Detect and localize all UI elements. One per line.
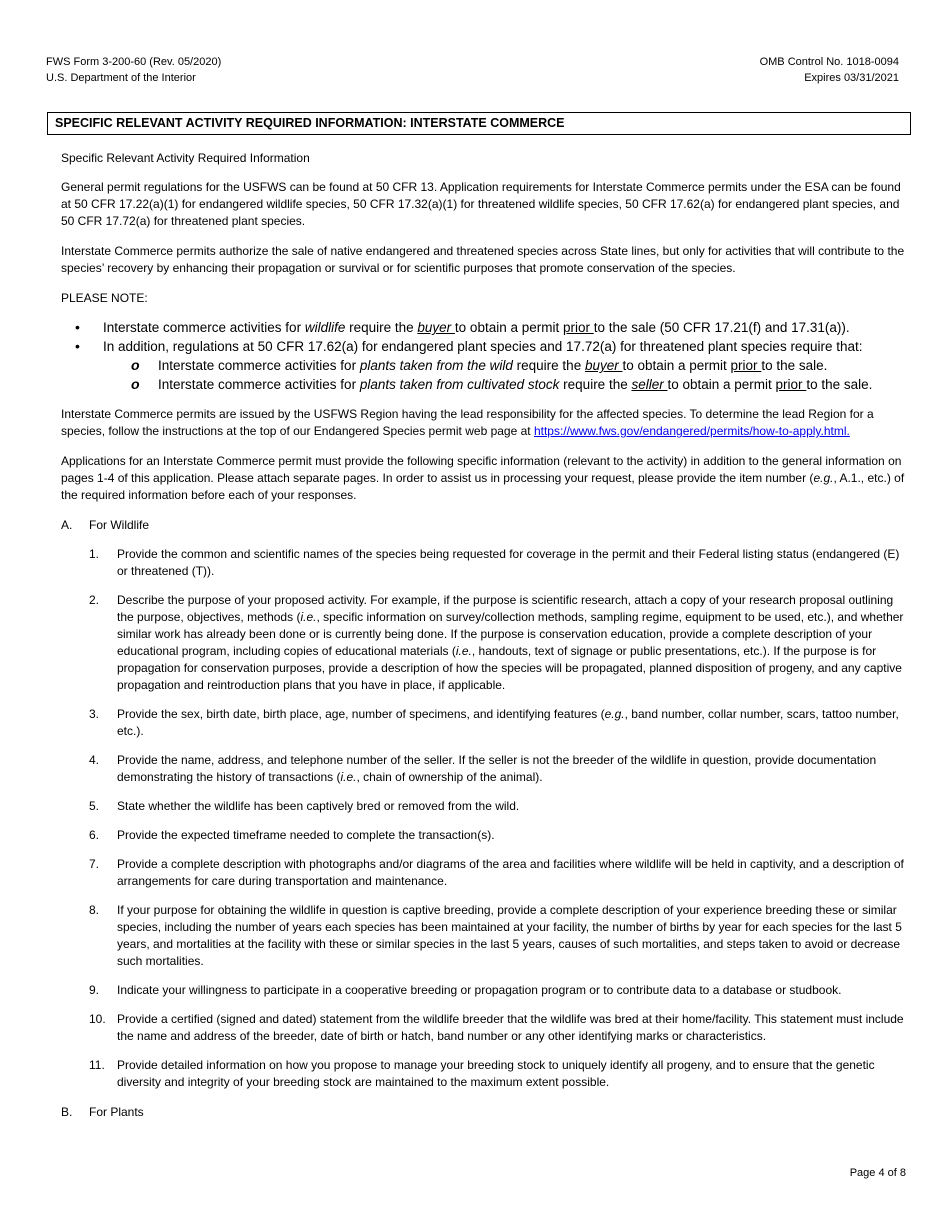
please-note: PLEASE NOTE: xyxy=(61,291,148,305)
omb-control: OMB Control No. 1018-0094 xyxy=(759,56,899,68)
bullet-icon: • xyxy=(75,319,80,335)
sub-bullet-icon: o xyxy=(131,357,140,373)
list-item: 11. Provide detailed information on how you propose to manage your breeding stock to uniquely identify all progeny, and to ensure that the genetic diversity and integrity of your breeding stock are maintained to the maximum extent possible. xyxy=(89,1058,875,1089)
subtitle: Specific Relevant Activity Required Information xyxy=(61,151,310,165)
sub-bullet-icon: o xyxy=(131,376,140,392)
section-a-heading: A. For Wildlife xyxy=(61,518,150,532)
bullet-plants: • In addition, regulations at 50 CFR 17.62(a) for endangered plant species and 17.72(a) for threatened plant species require that: xyxy=(75,338,863,354)
list-item: 10. Provide a certified (signed and dated) statement from the wildlife breeder that the wildlife was bred at their home/facility. This statement must include the name and address of the breeder, date of birth or hatch, band number or any other identifying marks or characteristics. xyxy=(89,1012,904,1043)
expiration-date: Expires 03/31/2021 xyxy=(804,72,899,84)
header-left xyxy=(46,54,221,86)
bullet-wildlife: • Interstate commerce activities for wildlife require the buyer to obtain a permit prior to the sale (50 CFR 17.21(f) and 17.31(a)). xyxy=(75,319,850,335)
list-item: 7. Provide a complete description with photographs and/or diagrams of the area and facilities where wildlife will be held in captivity, and a description of arrangements for care during transportation and maintenance. xyxy=(89,857,904,888)
list-item: 4. Provide the name, address, and telephone number of the seller. If the seller is not the breeder of the wildlife in question, provide documentation demonstrating the history of transactions (i.e., chain of ownership of the animal). xyxy=(89,753,877,784)
department: U.S. Department of the Interior xyxy=(46,72,196,84)
form-id: FWS Form 3-200-60 (Rev. 05/2020) xyxy=(46,56,222,68)
permits-link[interactable]: https://www.fws.gov/endangered/permits/how-to-apply.html. xyxy=(533,424,850,438)
list-item: 9. Indicate your willingness to participate in a cooperative breeding or propagation program or to contribute data to a database or studbook. xyxy=(89,983,842,997)
section-title: SPECIFIC RELEVANT ACTIVITY REQUIRED INFORMATION: INTERSTATE COMMERCE xyxy=(47,112,911,135)
section-b-heading: B. For Plants xyxy=(61,1105,144,1119)
paragraph-general: General permit regulations for the USFWS can be found at 50 CFR 13. Application requirements for Interstate Commerce permits under the ESA can be found at 50 CFR 17.22(a)(1) for endangered wildlife species, 50 CFR 17.32(a)(1) for threatened wildlife species, 50 CFR 17.62(a) for endangered plant species, and 50 CFR 17.72(a) for threatened plant species. xyxy=(61,180,901,228)
list-item: 1. Provide the common and scientific names of the species being requested for coverage in the permit and their Federal listing status (endangered (E) or threatened (T)). xyxy=(89,547,900,578)
list-item: 5. State whether the wildlife has been captively bred or removed from the wild. xyxy=(89,799,520,813)
paragraph-region: Interstate Commerce permits are issued by the USFWS Region having the lead responsibility for the affected species. To determine the lead Region for a species, follow the instructions at the top of our Endangered Species permit web page at https://www.fws.gov/endangered/permits/how-to-apply.html. xyxy=(61,407,874,438)
subbullet-wild-plants: o Interstate commerce activities for plants taken from the wild require the buyer to obtain a permit prior to the sale. xyxy=(131,357,828,373)
subbullet-cultivated-plants: o Interstate commerce activities for plants taken from cultivated stock require the seller to obtain a permit prior to the sale. xyxy=(131,376,873,392)
note-bullets xyxy=(61,318,906,394)
page-number: Page 4 of 8 xyxy=(849,1167,906,1179)
header-right xyxy=(760,54,899,86)
page-content xyxy=(61,150,906,1121)
list-item: 3. Provide the sex, birth date, birth place, age, number of specimens, and identifying features (e.g., band number, collar number, scars, tattoo number, etc.). xyxy=(89,707,899,738)
list-item: 8. If your purpose for obtaining the wildlife in question is captive breeding, provide a complete description of your experience breeding these or similar species, including the number of years each species has been maintained at your facility, the number of births by year for each species for the last 5 years, and mortalities at the facility with these or similar species in the last 5 years, causes of such mortalities, and steps taken to avoid or decrease such mortalities. xyxy=(89,903,902,968)
list-item: 6. Provide the expected timeframe needed to complete the transaction(s). xyxy=(89,828,495,842)
list-item: 2. Describe the purpose of your proposed activity. For example, if the purpose is scientific research, attach a copy of your research proposal outlining the purpose, objectives, methods (i.e., specific information on survey/collection methods, sampling regime, equipment to be used, etc.), and whether similar work has already been done or is currently being done. If the purpose is conservation education, provide a complete description of your educational program, including copies of educational materials (i.e., handouts, text of signage or public presentations, etc.). If the purpose is for propagation for conservation purposes, provide a description of how the species will be propagated, planned disposition of progeny, and any captive propagation and reintroduction plans that you have in place, if applicable. xyxy=(89,593,904,692)
bullet-icon: • xyxy=(75,338,80,354)
paragraph-applications: Applications for an Interstate Commerce permit must provide the following specific information (relevant to the activity) in addition to the general information on pages 1-4 of this application. Please attach separate pages. In order to assist us in processing your request, please provide the item number (e.g., A.1., etc.) of the required information before each of your responses. xyxy=(61,454,905,502)
paragraph-authorize: Interstate Commerce permits authorize the sale of native endangered and threatened species across State lines, but only for activities that will contribute to the species’ recovery by enhancing their propagation or survival or for scientific purposes that promote conservation of the species. xyxy=(61,244,905,275)
